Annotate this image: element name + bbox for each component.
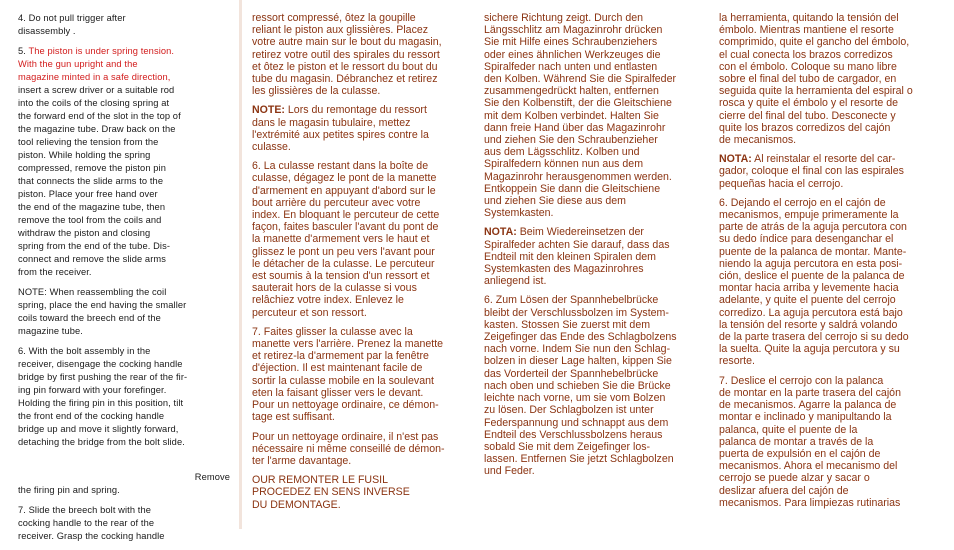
- fr-note: [252, 104, 470, 153]
- en-step-6: 6. With the bolt assembly in the receiver, disengage the cocking handle bridge by first pushing the rear of the fir- ing pin forward with your forefinger. Holding the firing pin in this position, tilt the front end of the cocking handle bridge up and move it slightly forward, detaching the bridge from the bolt slide.: [18, 346, 188, 447]
- es-step-6: 6. Dejando el cerrojo en el cajón de mecanismos, empuje primeramente la parte de atrás de la aguja percutora con su dedo índice para desenganchar el puente de la palanca de montar. Mante- niendo la aguja percutora en esta posi- ción, deslice el puente de la palanca de montar hacia arriba y levemente hacia adelante, y quite el puente del cerrojo corredizo. La aguja percutora está bajo la tensión del resorte y saldrá volando de la parte trasera del cerrojo si su dedo la suelta. Quite la aguja percutora y su resorte.: [719, 196, 909, 368]
- german-column: [484, 12, 702, 485]
- fr-paragraph-1: ressort compressé, ôtez la goupille reliant le piston aux glissières. Placez votre autre main sur le bout du magasin, retirez votre outil des spirales du ressort et ôtez le piston et le ressort du bout du tube du magasin. Débranchez et retirez les glissières de la culasse.: [252, 12, 442, 98]
- spanish-column: [719, 12, 941, 516]
- en-step-6-remove: Remove: [194, 472, 230, 482]
- fr-reassembly: OUR REMONTER LE FUSIL PROCEDEZ EN SENS INVERSE DU DEMONTAGE.: [252, 474, 410, 511]
- fr-step-7: 7. Faites glisser la culasse avec la manette vers l'arrière. Prenez la manette et retirez-la d'armement par la fenêtre d'éjection. Il est maintenant facile de sortir la culasse mobile en la soulevant eten la faisant glisser vers le devant. Pour un nettoyage ordinaire, ce démon- tage est suffisant.: [252, 325, 444, 424]
- column-divider: [239, 0, 242, 529]
- en-note: NOTE: When reassembling the coil spring, place the end having the smaller coils toward the breech end of the magazine tube.: [18, 287, 187, 336]
- fr-cleaning-note: Pour un nettoyage ordinaire, il n'est pas nécessaire ni même conseillé de démon- ter l'arme davantage.: [252, 430, 445, 467]
- en-step-5-body: insert a screw driver or a suitable rod into the coils of the closing spring at the forward end of the slot in the top of the magazine tube. Draw back on the tool relieving the tension from the piston. While holding the spring compressed, remove the piston pin that connects the slide arms to the piston. Place your free hand over the end of the magazine tube, then remove the tool from the coils and withdraw the piston and closing spring from the end of the tube. Dis- connect and remove the slide arms from the receiver.: [18, 85, 181, 277]
- es-note-text: Al reinstalar el resorte del car- gador, coloque el final con las espirales pequeñas hacia el cerrojo.: [719, 153, 904, 190]
- es-paragraph-1: la herramienta, quitando la tensión del émbolo. Mientras mantiene el resorte comprimido, quite el gancho del émbolo, el cual conecta los brazos corredizos con el émbolo. Coloque su mano libre sobre el final del tubo de cargador, en seguida quite la herramienta del espiral o rosca y quite el émbolo y el resorte de cierre del final del tubo. Desconecte y quite los brazos corredizos del cajón de mecanismos.: [719, 12, 913, 147]
- es-note-label: NOTA:: [719, 153, 752, 166]
- en-step-5: [18, 45, 230, 279]
- de-step-6: 6. Zum Lösen der Spannhebelbrücke bleibt der Verschlussbolzen im System- kasten. Stossen Sie zuerst mit dem Zeigefinger das Ende des Schlagbolzens nach vorne. Indem Sie nun den Schlag- bolzen in dieser Lage halten, kippen Sie das Vorderteil der Spannhebelbrücke nach oben und schieben Sie die Brücke leichte nach vorne, um sie vom Bolzen zu lösen. Der Schlagbolzen ist unter Federspannung und schnappt aus dem Endteil des Verschlussbolzens heraus sobald Sie mit dem Zeigefinger los- lassen. Entfernen Sie jetzt Schlagbolzen und Feder.: [484, 294, 677, 478]
- de-paragraph-1: sichere Richtung zeigt. Durch den Längsschlitz am Magazinrohr drücken Sie mit Hilfe eines Schraubenziehers oder eines ähnlichen Werkzeuges die Spiralfeder nach unten und entlasten den Kolben. Während Sie die Spiralfeder zusammengedrückt halten, entfernen Sie den Kolbenstift, der die Gleitschiene mit dem Kolben verbindet. Halten Sie dann freie Hand über das Magazinrohr und ziehen Sie den Schraubenzieher aus dem Lägsschlitz. Kolben und Spiralfedern können nun aus dem Magazinrohr herausgenommen werden. Entkoppein Sie dann die Gleitschiene und ziehen Sie diese aus dem Systemkasten.: [484, 12, 676, 220]
- fr-note-text: Lors du remontage du ressort dans le magasin tubulaire, mettez l'extrémité aux petites spires contre la culasse.: [252, 104, 429, 154]
- de-note-text: Beim Wiedereinsetzen der Spiralfeder achten Sie darauf, dass das Endteil mit den kleinen Spiralen dem Systemkasten des Magazinrohres anliegend ist.: [484, 226, 670, 288]
- english-column: [18, 12, 230, 550]
- en-step-5-number: 5.: [18, 46, 29, 56]
- en-step-4: 4. Do not pull trigger after disassembly .: [18, 13, 126, 36]
- french-column: [252, 12, 470, 518]
- de-note-label: NOTA:: [484, 226, 517, 239]
- en-gap: [18, 449, 230, 471]
- en-step-5-warning: The piston is under spring tension. With the gun upright and the magazine minted in a safe direction,: [18, 46, 175, 82]
- fr-note-label: NOTE:: [252, 104, 285, 117]
- de-note: [484, 226, 702, 287]
- fr-step-6: 6. La culasse restant dans la boîte de culasse, dégagez le pont de la manette d'armement en appuyant d'abord sur le bout arrière du percuteur avec votre index. En bloquant le percuteur de cette façon, faites basculer l'avant du pont de la manette d'armement vers le haut et glissez le pont un peu vers l'avant pour le détacher de la culasse. Le percuteur est soumis à la tension d'un ressort et sauterait hors de la culasse si vous relâchiez votre index. Enlevez le percuteur et son ressort.: [252, 160, 440, 319]
- en-step-7: 7. Slide the breech bolt with the cocking handle to the rear of the receiver. Grasp the cocking handle: [18, 505, 165, 541]
- en-step-6-end: the firing pin and spring.: [18, 485, 120, 495]
- es-step-7: 7. Deslice el cerrojo con la palanca de montar en la parte trasera del cajón de mecanismos. Agarre la palanca de montar e inclinado y manipultando la palanca, quite el puente de la palanca de montar a través de la puerta de expulsión en el cajón de mecanismos. Ahora el mecanismo del cerrojo se puede alzar y sacar o deslizar afuera del cajón de mecanismos. Para limpiezas rutinarias: [719, 374, 901, 509]
- es-note: [719, 153, 941, 190]
